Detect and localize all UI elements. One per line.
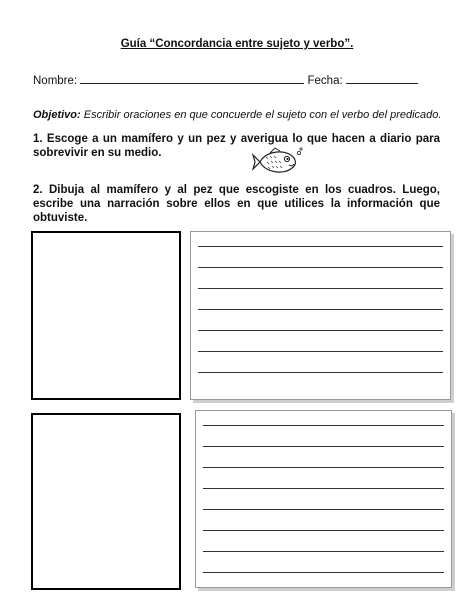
writing-box-1[interactable] xyxy=(190,231,451,400)
name-blank[interactable] xyxy=(80,73,304,84)
writing-line xyxy=(198,351,443,352)
objective xyxy=(33,109,443,121)
objective-label: Objetivo: xyxy=(33,109,81,121)
writing-line xyxy=(203,488,444,489)
writing-line xyxy=(198,330,443,331)
writing-line xyxy=(203,551,444,552)
writing-line xyxy=(198,246,443,247)
name-label: Nombre: xyxy=(33,75,78,87)
writing-line xyxy=(203,425,444,426)
writing-line xyxy=(198,309,443,310)
writing-line xyxy=(203,509,444,510)
date-blank[interactable] xyxy=(346,73,418,84)
writing-box-2[interactable] xyxy=(195,410,452,588)
header-fields xyxy=(33,73,418,87)
drawing-box-1[interactable] xyxy=(31,231,181,400)
writing-line xyxy=(198,288,443,289)
fish-icon xyxy=(252,147,304,177)
drawing-box-2[interactable] xyxy=(31,413,181,590)
date-label: Fecha: xyxy=(307,75,343,87)
writing-line xyxy=(198,267,443,268)
writing-line xyxy=(203,572,444,573)
writing-line xyxy=(203,467,444,468)
question-2: 2. Dibuja al mamífero y al pez que escogiste en los cuadros. Luego, escribe una narración sobre ellos en que utilices la información que obtuviste. xyxy=(33,184,440,224)
writing-line xyxy=(203,530,444,531)
writing-line xyxy=(203,446,444,447)
writing-line xyxy=(198,372,443,373)
objective-text: Escribir oraciones en que concuerde el sujeto con el verbo del predicado. xyxy=(83,109,442,121)
worksheet-title: Guía “Concordancia entre sujeto y verbo”. xyxy=(120,38,354,50)
question-1: 1. Escoge a un mamífero y un pez y averigua lo que hacen a diario para sobrevivir en su medio. xyxy=(33,133,440,159)
